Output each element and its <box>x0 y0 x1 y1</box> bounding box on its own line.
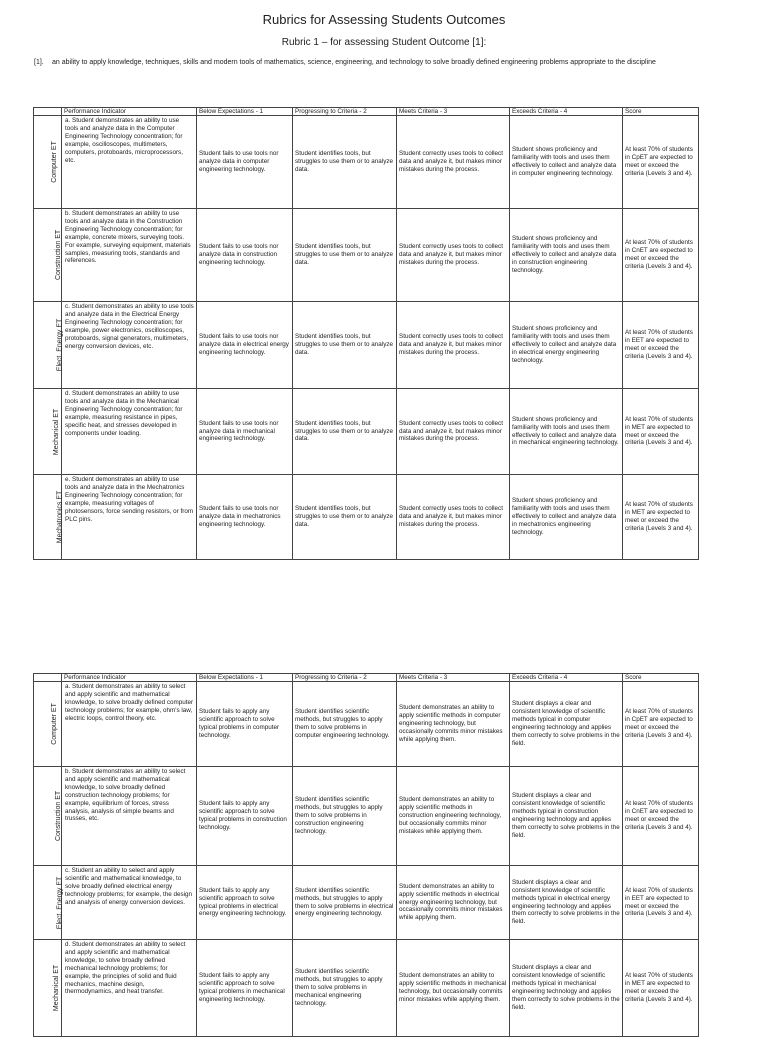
below-expectations-cell: Student fails to apply any scientific approach to solve typical problems in mechanical engineering technology. <box>197 940 293 1037</box>
performance-indicator-cell: c. Student an ability to select and apply scientific and mathematical knowledge, to solve broadly defined electrical energy technology problems; for example, the design and analysis of energy conversion devices. <box>62 866 197 940</box>
below-expectations-cell: Student fails to apply any scientific approach to solve typical problems in computer technology. <box>197 682 293 767</box>
header-below-expectations: Below Expectations - 1 <box>197 108 293 116</box>
exceeds-criteria-cell: Student shows proficiency and familiarity with tools and uses them effectively to collect and analyze data in construction engineering technology. <box>510 209 623 302</box>
table-row <box>34 302 699 389</box>
below-expectations-cell: Student fails to apply any scientific approach to solve typical problems in electrical energy engineering technology. <box>197 866 293 940</box>
table-header-row <box>34 674 699 682</box>
header-exceeds-criteria: Exceeds Criteria - 4 <box>510 108 623 116</box>
score-cell: At least 70% of students in MET are expected to meet or exceed the criteria (Levels 3 and 4). <box>623 940 699 1037</box>
progressing-cell: Student identifies tools, but struggles to use them or to analyze data. <box>293 116 397 209</box>
header-performance-indicator: Performance Indicator <box>62 674 197 682</box>
meets-criteria-cell: Student correctly uses tools to collect data and analyze it, but makes minor mistakes during the process. <box>397 302 510 389</box>
page-title: Rubrics for Assessing Students Outcomes <box>262 12 506 27</box>
student-outcome <box>34 58 706 68</box>
discipline-vertical-label: Elect. Energy ET <box>56 318 64 372</box>
progressing-cell: Student identifies scientific methods, but struggles to apply them to solve problems in construction engineering technology. <box>293 767 397 866</box>
performance-indicator-cell: d. Student demonstrates an ability to use tools and analyze data in the Mechanical Engineering Technology concentration; for example, measuring resistance in pipes, specific heat, and stresses developed in components under loading. <box>62 389 197 475</box>
progressing-cell: Student identifies tools, but struggles to use them or to analyze data. <box>293 389 397 475</box>
table-row <box>34 389 699 475</box>
performance-indicator-cell: a. Student demonstrates an ability to use tools and analyze data in the Computer Engineering Technology concentration; for example, oscilloscopes, multimeters, computers, protoboards, microprocessors, etc. <box>62 116 197 209</box>
below-expectations-cell: Student fails to apply any scientific approach to solve typical problems in construction technology. <box>197 767 293 866</box>
score-cell: At least 70% of students in EET are expected to meet or exceed the criteria (Levels 3 and 4). <box>623 302 699 389</box>
table-row <box>34 940 699 1037</box>
discipline-label <box>34 767 62 866</box>
rubric-subtitle: Rubric 1 – for assessing Student Outcome [1]: <box>281 37 487 48</box>
meets-criteria-cell: Student demonstrates an ability to apply scientific methods in construction engineering technology, but occasionally commits minor mistakes while applying them. <box>397 767 510 866</box>
meets-criteria-cell: Student demonstrates an ability to apply scientific methods in mechanical technology, but occasionally commits minor mistakes while applying them. <box>397 940 510 1037</box>
progressing-cell: Student identifies tools, but struggles to use them or to analyze data. <box>293 209 397 302</box>
exceeds-criteria-cell: Student shows proficiency and familiarity with tools and uses them effectively to collect and analyze data in mechanical engineering technology. <box>510 389 623 475</box>
exceeds-criteria-cell: Student displays a clear and consistent knowledge of scientific methods typical in mechanical engineering technology and applies them correctly to solve problems in the field. <box>510 940 623 1037</box>
performance-indicator-cell: c. Student demonstrates an ability to use tools and analyze data in the Electrical Energy Engineering Technology concentration; for example, power electronics, oscilloscopes, protoboards, signal generators, multimeters, energy conversion devices, etc. <box>62 302 197 389</box>
exceeds-criteria-cell: Student displays a clear and consistent knowledge of scientific methods typical in construction engineering technology and applies them correctly to solve problems in the field. <box>510 767 623 866</box>
outcome-text: an ability to apply knowledge, techniques, skills and modern tools of mathematics, science, engineering, and technology to solve broadly defined engineering problems appropriate to the discipline <box>52 59 656 66</box>
table-row <box>34 209 699 302</box>
exceeds-criteria-cell: Student shows proficiency and familiarity with tools and uses them effectively to collect and analyze data in mechatronics engineering technology. <box>510 475 623 560</box>
score-cell: At least 70% of students in CpET are expected to meet or exceed the criteria (Levels 3 and 4). <box>623 682 699 767</box>
discipline-vertical-label: Computer ET <box>50 703 58 745</box>
exceeds-criteria-cell: Student shows proficiency and familiarity with tools and uses them effectively to collect and analyze data in computer engineering technology. <box>510 116 623 209</box>
header-blank <box>34 108 62 116</box>
discipline-label <box>34 940 62 1037</box>
meets-criteria-cell: Student correctly uses tools to collect data and analyze it, but makes minor mistakes during the process. <box>397 209 510 302</box>
below-expectations-cell: Student fails to use tools nor analyze data in construction engineering technology. <box>197 209 293 302</box>
discipline-label <box>34 302 62 389</box>
header-blank <box>34 674 62 682</box>
meets-criteria-cell: Student correctly uses tools to collect data and analyze it, but makes minor mistakes during the process. <box>397 389 510 475</box>
score-cell: At least 70% of students in CpET are expected to meet or exceed the criteria (Levels 3 and 4). <box>623 116 699 209</box>
score-cell: At least 70% of students in CnET are expected to meet or exceed the criteria (Levels 3 and 4). <box>623 767 699 866</box>
meets-criteria-cell: Student correctly uses tools to collect data and analyze it, but makes minor mistakes during the process. <box>397 116 510 209</box>
exceeds-criteria-cell: Student displays a clear and consistent knowledge of scientific methods typical in computer engineering technology and applies them correctly to solve problems in the field. <box>510 682 623 767</box>
discipline-label <box>34 116 62 209</box>
rubric-table-tools <box>33 107 699 560</box>
meets-criteria-cell: Student demonstrates an ability to apply scientific methods in electrical energy engineering technology, but occasionally commits minor mistakes while applying them. <box>397 866 510 940</box>
discipline-label <box>34 475 62 560</box>
performance-indicator-cell: b. Student demonstrates an ability to use tools and analyze data in the Construction Engineering Technology concentration; for example, concrete mixers, surveying tools. For example, surveying equipment, materials samples, measuring tools, standards and references. <box>62 209 197 302</box>
exceeds-criteria-cell: Student shows proficiency and familiarity with tools and uses them effectively to collect and analyze data in electrical energy engineering technology. <box>510 302 623 389</box>
progressing-cell: Student identifies tools, but struggles to use them or to analyze data. <box>293 475 397 560</box>
discipline-vertical-label: Mechanical ET <box>53 408 61 455</box>
below-expectations-cell: Student fails to use tools nor analyze data in electrical energy engineering technology. <box>197 302 293 389</box>
performance-indicator-cell: b. Student demonstrates an ability to select and apply scientific and mathematical knowledge, to solve broadly defined construction technology problems; for example, equilibrium of forces, stress analysis, analysis of simple beams and trusses, etc. <box>62 767 197 866</box>
progressing-cell: Student identifies scientific methods, but struggles to apply them to solve problems in mechanical engineering technology. <box>293 940 397 1037</box>
discipline-label <box>34 682 62 767</box>
header-meets-criteria: Meets Criteria - 3 <box>397 108 510 116</box>
table-row <box>34 682 699 767</box>
progressing-cell: Student identifies tools, but struggles to use them or to analyze data. <box>293 302 397 389</box>
outcome-number: [1]. <box>34 59 44 66</box>
below-expectations-cell: Student fails to use tools nor analyze data in mechanical engineering technology. <box>197 389 293 475</box>
discipline-label <box>34 866 62 940</box>
header-score: Score <box>623 108 699 116</box>
table-header-row <box>34 108 699 116</box>
table-row <box>34 767 699 866</box>
discipline-vertical-label: Construction ET <box>55 229 63 281</box>
header-performance-indicator: Performance Indicator <box>62 108 197 116</box>
table-row <box>34 116 699 209</box>
discipline-vertical-label: Mechatronics ET <box>56 490 64 544</box>
discipline-vertical-label: Elect. Energy ET <box>56 876 64 929</box>
header-exceeds-criteria: Exceeds Criteria - 4 <box>510 674 623 682</box>
meets-criteria-cell: Student correctly uses tools to collect data and analyze it, but makes minor mistakes during the process. <box>397 475 510 560</box>
progressing-cell: Student identifies scientific methods, but struggles to apply them to solve problems in computer engineering technology. <box>293 682 397 767</box>
rubric-table-scientific <box>33 673 699 1037</box>
performance-indicator-cell: e. Student demonstrates an ability to use tools and analyze data in the Mechatronics Engineering Technology concentration; for example, measuring voltages of photosensors, force sending resistors, or from PLC pins. <box>62 475 197 560</box>
discipline-label <box>34 209 62 302</box>
discipline-vertical-label: Construction ET <box>55 790 63 842</box>
discipline-vertical-label: Computer ET <box>50 141 58 183</box>
header-progressing: Progressing to Criteria - 2 <box>293 674 397 682</box>
discipline-label <box>34 389 62 475</box>
performance-indicator-cell: a. Student demonstrates an ability to select and apply scientific and mathematical knowledge, to solve broadly defined computer technology problems; for example, ohm's law, electric loops, control theory, etc. <box>62 682 197 767</box>
below-expectations-cell: Student fails to use tools nor analyze data in mechatronics engineering technology. <box>197 475 293 560</box>
table-row <box>34 475 699 560</box>
discipline-vertical-label: Mechanical ET <box>53 964 61 1012</box>
score-cell: At least 70% of students in EET are expected to meet or exceed the criteria (Levels 3 and 4). <box>623 866 699 940</box>
progressing-cell: Student identifies scientific methods, but struggles to apply them to solve problems in electrical energy engineering technology. <box>293 866 397 940</box>
header-score: Score <box>623 674 699 682</box>
score-cell: At least 70% of students in MET are expected to meet or exceed the criteria (Levels 3 and 4). <box>623 475 699 560</box>
meets-criteria-cell: Student demonstrates an ability to apply scientific methods in computer engineering technology, but occasionally commits minor mistakes while applying them. <box>397 682 510 767</box>
header-progressing: Progressing to Criteria - 2 <box>293 108 397 116</box>
performance-indicator-cell: d. Student demonstrates an ability to select and apply scientific and mathematical knowledge, to solve broadly defined mechanical technology problems; for example, the principles of solid and fluid mechanics, machine design, thermodynamics, and heat transfer. <box>62 940 197 1037</box>
header-meets-criteria: Meets Criteria - 3 <box>397 674 510 682</box>
score-cell: At least 70% of students in MET are expected to meet or exceed the criteria (Levels 3 and 4). <box>623 389 699 475</box>
table-row <box>34 866 699 940</box>
score-cell: At least 70% of students in CnET are expected to meet or exceed the criteria (Levels 3 and 4). <box>623 209 699 302</box>
exceeds-criteria-cell: Student displays a clear and consistent knowledge of scientific methods typical in electrical energy engineering technology and applies them correctly to solve problems in the field. <box>510 866 623 940</box>
below-expectations-cell: Student fails to use tools nor analyze data in computer engineering technology. <box>197 116 293 209</box>
header-below-expectations: Below Expectations - 1 <box>197 674 293 682</box>
